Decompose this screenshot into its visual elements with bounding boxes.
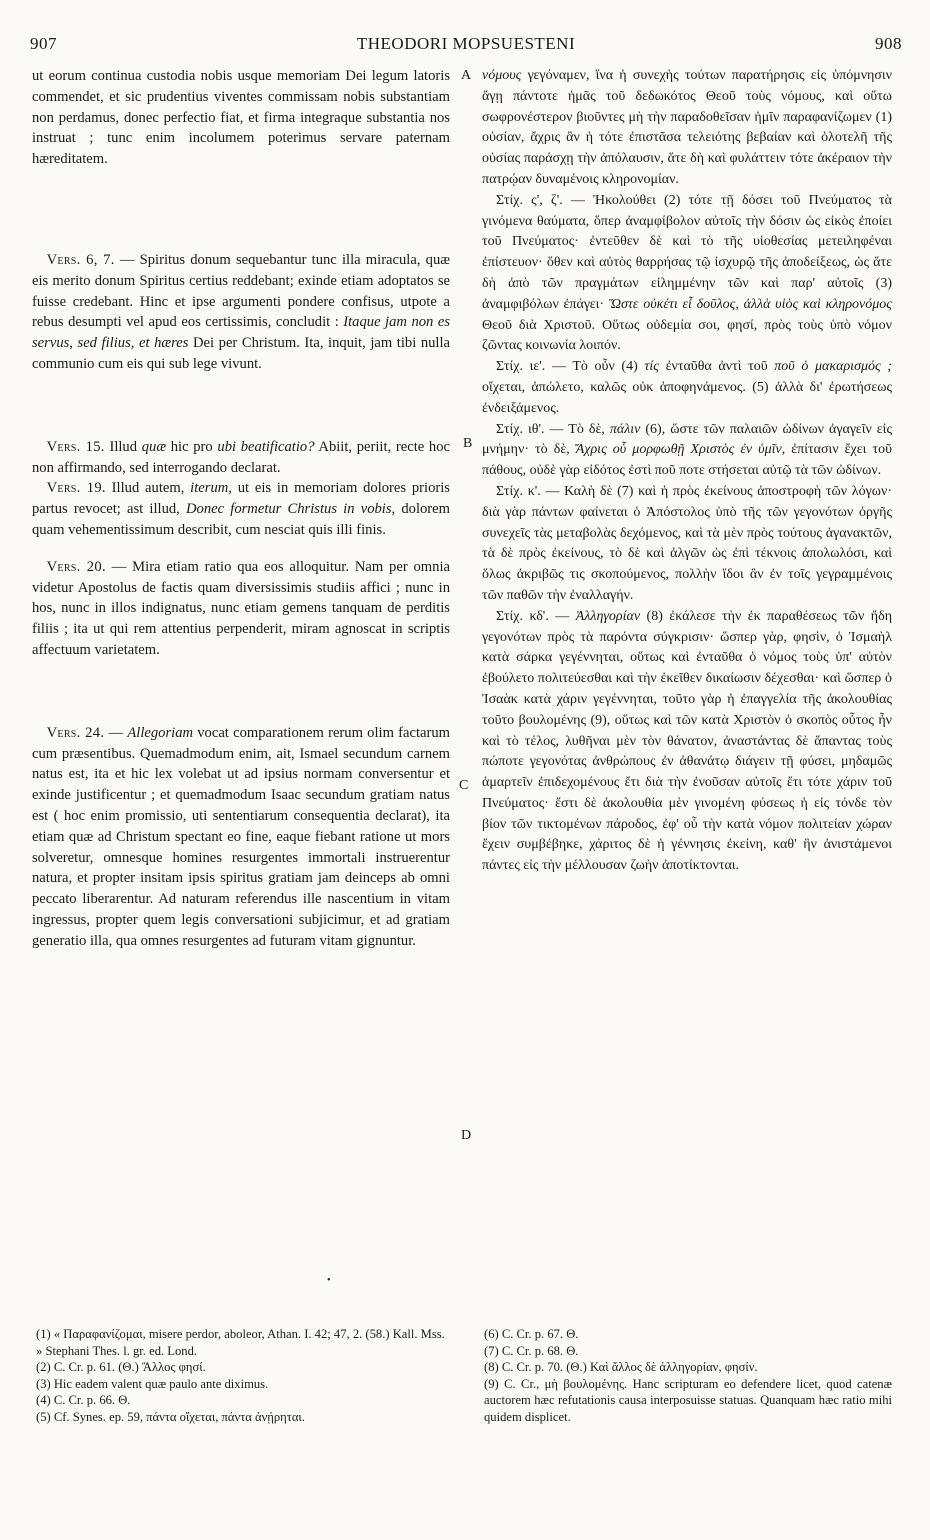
latin-paragraph: Vers. 19. Illud autem, iterum, ut eis in memoriam dolores prioris partus revocet; ast illud, Donec formetur Christus in vobis, dolorem quam vehementissimum describit, cum nesciat quis illi finis.	[32, 480, 450, 538]
running-title: THEODORI MOPSUESTENI	[356, 34, 576, 53]
margin-marker: A	[461, 68, 472, 83]
margin-marker: B	[463, 436, 473, 451]
latin-paragraph: Vers. 20. — Mira etiam ratio qua eos alloquitur. Nam per omnia videtur Apostolus de factis quam diversissimis studiis affici ; nunc in hos, nunc in illos indignatus, nunc etiam gemens tanquam de perditis filiis ; ita ut qui rem attentius perpenderit, miram agnoscat in scriptis affectuum varietatem.	[32, 558, 450, 658]
greek-paragraph: Στίχ. ς', ζ'. — Ἠκολούθει (2) τότε τῇ δόσει τοῦ Πνεύματος τὰ γινόμενα θαύματα, ὅπερ ἀναμφίβολον αὐτοῖς τὴν δόσιν ὡς εἰκὸς ἐποίει τοῦ Πνεύματος· ἐντεῦθεν δὲ καὶ τὸ τῆς υἱοθεσίας μετειληφέναι ἐπίστευον· ὅθεν καὶ αὐτὸς θαρρήσας τῷ ἰσχυρῷ τῆς ἀποδείξεως, ὡς ἅτε δὴ ἀπὸ τῶν πραγμάτων εἰλημμένην τῶν καὶ παρ' αὐτοῖς (3) ἀναμφιβόλων ἐπάγει· Ὥστε οὐκέτι εἶ δοῦλος, ἀλλὰ υἱὸς καὶ κληρονόμος Θεοῦ διὰ Χριστοῦ. Οὕτως οὐδεμία σοι, φησί, πρὸς τοὺς ὑπὸ νόμον ζῶντας κοινωνία λοιπόν.	[482, 192, 892, 354]
footnote: (2) C. Cr. p. 61. (Θ.) Ἄλλος φησί.	[36, 1360, 206, 1375]
verse-label: Vers. 20.	[46, 558, 106, 575]
latin-paragraph: Vers. 24. — Allegoriam vocat comparationem rerum olim factarum cum præsentibus. Quemadmodum enim, ait, Ismael secundum carnem natus est, ita et hic lex volebat ut ad ipsius normam conversentur et exinde justificentur ; et quemadmodum Isaac secundum gratiam natus est ( hoc enim promissio, uti sententiarum consequentia declarat), ita etiam quæ ad Christum spectant eo fine, eaque fiebant ratione ut mors solveretur, omnesque homines resurgentes immortali instruerentur natura, et propter insitam ipsis spiritus gratiam jam deinceps ab omni peccato liberarentur. Ad naturam referendus ille nascentium in vitam ingressus, propter quem legis conversationi subjicimur, et ad gratiam generatio illa, qua omnes resurgentes ad futuram vitam gignuntur.	[32, 724, 451, 949]
latin-paragraph: Vers. 6, 7. — Spiritus donum sequebantur tunc illa miracula, quæ eis merito donum Spiritus certius reddebant; exinde etiam adoptatos se fuisse credebant. Hinc et ipse argumenti pondere confisus, utpote a rebus desumpti vel apud eos certissimis, concludit : Itaque jam non es servus, sed filius, et hæres Dei per Christum. Ita, inquit, jam tibi nulla communio cum eis qui sub lege vivunt.	[32, 251, 451, 372]
footnote: (3) Hic eadem valent quæ paulo ante diximus.	[36, 1376, 269, 1391]
margin-marker: D	[461, 1128, 472, 1143]
latin-paragraph: ut eorum continua custodia nobis usque memoriam Dei legum latoris commendet, et sic prudentius viventes commissam nobis substantiam non perdamus, donec perfectio fiat, et firma integraque substantia nos instruat ; tunc enim incolumem poterimus servare paternam hæreditatem.	[32, 68, 450, 168]
page-number-left: 907	[30, 34, 57, 53]
verse-label: Vers. 6, 7.	[46, 251, 115, 268]
greek-paragraph: Στίχ. ιθ'. — Τὸ δὲ, πάλιν (6), ὥστε τῶν παλαιῶν ὠδίνων ἀγαγεῖν εἰς μνήμην· τὸ δὲ, Ἄχρις οὗ μορφωθῇ Χριστὸς ἐν ὑμῖν, ἐπίτασιν ἔχει τοῦ πάθους, οὐδὲ γὰρ εἰδότος ἐστὶ ποῦ ποτε στήσεται αὐτῷ τὰ τῶν ὠδίνων.	[482, 421, 893, 479]
verse-label: Vers. 19.	[46, 480, 106, 497]
greek-paragraph: Στίχ. ιε'. — Τὸ οὖν (4) τίς ἐνταῦθα ἀντὶ τοῦ ποῦ ὁ μακαρισμός ; οἴχεται, ἀπώλετο, καλῶς οὐκ ἀποφηνάμενος. (5) ἀλλὰ δι' ἐρωτήσεως ἐνδειξάμενος.	[482, 359, 892, 416]
footnotes-right	[484, 1326, 892, 1426]
verse-label: Στίχ. κ'.	[496, 483, 541, 499]
footnote: (7) C. Cr. p. 68. Θ.	[484, 1343, 579, 1358]
verse-label: Vers. 24.	[46, 724, 105, 741]
footnote: (6) C. Cr. p. 67. Θ.	[484, 1327, 579, 1341]
verse-label: Στίχ. ιε'.	[496, 359, 546, 375]
footnote: (4) C. Cr. p. 66. Θ.	[36, 1393, 131, 1408]
greek-paragraph: Στίχ. κδ'. — Ἀλληγορίαν (8) ἐκάλεσε τὴν ἐκ παραθέσεως τῶν ἤδη γεγονότων πρὸς τὰ παρόντα σύγκρισιν· ὥσπερ γὰρ, φησὶν, ὁ Ἰσμαὴλ κατὰ σάρκα γεγέννηται, οὕτως καὶ ἐνταῦθα ὁ νόμος τοὺς ὑπ' αὐτὸν ἐβούλετο πολιτεύεσθαι καὶ τὴν ἐκεῖθεν δικαίωσιν δέχεσθαι· καὶ ὥσπερ ὁ Ἰσαὰκ κατὰ χάριν γεγέννηται, τοῦτο γὰρ ἡ ἐπαγγελία τῆς ἀκολουθίας τοῦτο βουλομένης (9), οὕτως καὶ τῶν κατὰ Χριστὸν ὁ σκοπὸς οὗτος ἦν καὶ τὸ τέλος, λυθῆναι μὲν τὸν θάνατον, ἀναστάντας δὲ ἅπαντας τοὺς πώποτε γεγονότας ἀνθρώπους ἐν ἀθανάτῳ διάγειν τῇ φύσει, μηδαμῶς ἁμαρτεῖν ἐπιδεχομένους ἔτι διὰ τὴν ἐνοῦσαν αὐτοῖς ἔτι τότε χάριν τοῦ Πνεύματος· ἔστι δὲ ἀκολουθία μὲν γινομένη φύσεως ἡ εἰς τόνδε τὸν βίον τῶν τικτομένων πάροδος, ἐφ' οὗ τὴν κατὰ νόμον πολιτείαν χώραν ἔχειν συμβέβηκε, χάριτος δὲ ἡ γέννησις ἐκείνη, καθ' ἣν ἀνιστάμενοι πάντες εἰς τὴν μέλλουσαν ζωὴν ἀποτίκτονται.	[482, 608, 893, 874]
verse-label: Στίχ. κδ'.	[496, 608, 549, 624]
footnotes-left	[36, 1326, 446, 1426]
greek-paragraph: Στίχ. κ'. — Καλὴ δὲ (7) καὶ ἡ πρὸς ἐκείνους ἀποστροφὴ τῶν λόγων· διὰ γὰρ πάντων φαίνεται ὁ Ἀπόστολος ὑπὸ τῆς τῶν γεγονότων ὀργῆς συνεχεῖς τὰς μεταβολὰς δεχόμενος, καὶ τὰ μὲν πρὸς τούτους ἀγανακτῶν, τὰ δὲ πρὸς ἐκείνους, τὸ δὲ καὶ ἀλγῶν ὡς ἐπὶ τέκνοις ἀπολωλόσι, καὶ ὅλως ἀκριβῶς τις σκοπούμενος, πολλὴν ἴδοι ἂν ἐν τοῖς γεγραμμένοις τῶν παθῶν τὴν ἐναλλαγήν.	[482, 483, 892, 603]
page-number-right: 908	[875, 34, 902, 53]
footnote: (5) Cf. Synes. ep. 59, πάντα οἴχεται, πάντα ἀνῄρηται.	[36, 1409, 305, 1424]
verse-label: Στίχ. ς', ζ'.	[496, 192, 563, 208]
footnote: (9) C. Cr., μὴ βουλομένης. Hanc scripturam eo defendere licet, quod catenæ auctorem hæc refutationis causa interposuisse statuas. Quanquam hæc ratio mihi quidem displicet.	[484, 1376, 892, 1424]
greek-column	[482, 66, 892, 877]
footnote: (1) « Παραφανίζομαι, misere perdor, aboleor, Athan. I. 42; 47, 2. (58.) Kall. Mss. » Stephani Thes. l. gr. ed. Lond.	[36, 1327, 445, 1358]
latin-paragraph: Vers. 15. Illud quæ hic pro ubi beatificatio? Abiit, periit, recte hoc non affirmando, sed interrogando declarat.	[32, 438, 450, 476]
footnote: (8) C. Cr. p. 70. (Θ.) Καὶ ἄλλος δὲ ἀλληγορίαν, φησίν.	[484, 1360, 758, 1375]
stray-mark: •	[327, 1275, 331, 1286]
verse-label: Στίχ. ιθ'.	[496, 421, 545, 437]
greek-paragraph: νόμους γεγόναμεν, ἵνα ἡ συνεχὴς τούτων παρατήρησις εἰς ὑπόμνησιν ἄγῃ πάντοτε ἡμᾶς τοῦ δεδωκότος Θεοῦ τοὺς νόμους, καὶ οὕτω σωφρονέστερον βιοῦντες μὴ τὴν παραδοθεῖσαν ἡμῖν παραφανίζωμεν (1) οὐσίαν, ἄχρις ἂν ἡ τότε ἐπιστᾶσα τελειότης βεβαίαν καὶ ὁλοτελῆ τῆς οὐσίας παράσχῃ τὴν ἀπόλαυσιν, ἅτε δὴ καὶ φυλάττειν τότε ἀκέραιον τὴν πατρῴαν δυναμένοις κληρονομίαν.	[482, 68, 892, 187]
verse-label: Vers. 15.	[46, 438, 105, 455]
margin-marker: C	[459, 778, 469, 793]
page-header	[30, 34, 902, 58]
latin-column	[32, 66, 450, 952]
